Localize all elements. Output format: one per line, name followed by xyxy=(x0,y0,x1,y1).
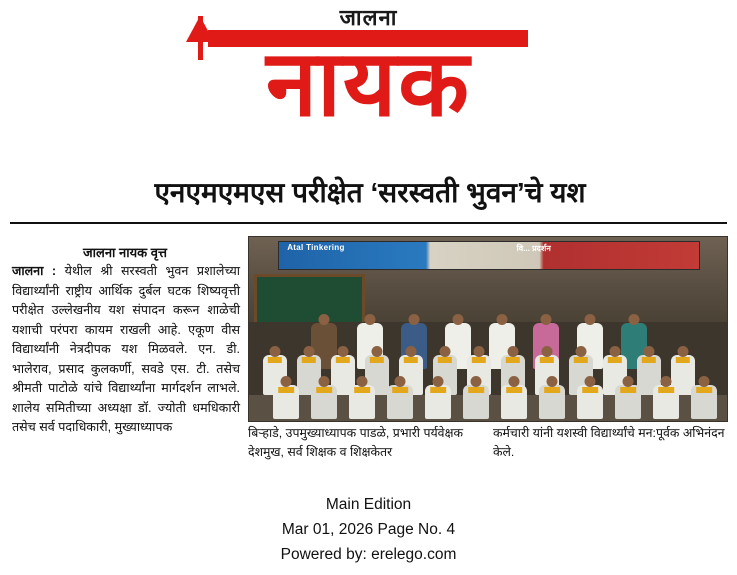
article-headline: एनएमएमएस परीक्षेत ‘सरस्वती भुवन’चे यश xyxy=(154,177,586,208)
person-head-icon xyxy=(357,376,368,387)
photo-caption xyxy=(248,424,726,462)
photo-person xyxy=(577,385,603,419)
scarf xyxy=(676,357,690,363)
article-lead-label: जालना : xyxy=(12,264,57,278)
person-head-icon xyxy=(541,314,552,325)
date-and-page-label: Mar 01, 2026 Page No. 4 xyxy=(281,521,456,538)
scarf xyxy=(302,357,316,363)
scarf xyxy=(392,387,408,393)
scarf xyxy=(544,387,560,393)
scarf xyxy=(316,387,332,393)
photo-person xyxy=(273,385,299,419)
page-footer xyxy=(0,492,737,567)
person-head-icon xyxy=(644,346,655,357)
scarf xyxy=(370,357,384,363)
scarf xyxy=(506,357,520,363)
scarf xyxy=(620,387,636,393)
edition-label: Main Edition xyxy=(325,496,412,513)
person-head-icon xyxy=(547,376,558,387)
photo-person xyxy=(691,385,717,419)
person-head-icon xyxy=(623,376,634,387)
photo-person xyxy=(653,385,679,419)
person-head-icon xyxy=(585,314,596,325)
person-head-icon xyxy=(471,376,482,387)
photo-banner-label-left: Atal Tinkering xyxy=(287,243,345,253)
scarf xyxy=(658,387,674,393)
scarf xyxy=(268,357,282,363)
article-body-text: येथील श्री सरस्वती भुवन प्रशालेच्या विद्यार्थ्यांनी राष्ट्रीय आर्थिक दुर्बल घटक शिष्यवृत्ती परीक्षेत उल्लेखनीय यश संपादन करून शाळेची यशाची परंपरा कायम राखली आहे. एकूण वीस विद्यार्थ्यांनी नेत्रदीपक यश मिळवले. एन. डी. भालेराव, प्रसाद कुलकर्णी, सवडे एस. टी. तसेच श्रीमती पाटोळे यांचे विद्यार्थ्यांना मार्गदर्शन लाभले. शालेय समितीच्या अध्यक्षा डॉ. ज्योती धमधिकारी तसेच सर्व पदाधिकारी, मुख्याध्यापक xyxy=(12,264,241,434)
photo-person xyxy=(539,385,565,419)
person-head-icon xyxy=(629,314,640,325)
photo-person xyxy=(501,385,527,419)
person-head-icon xyxy=(319,314,330,325)
person-head-icon xyxy=(610,346,621,357)
person-head-icon xyxy=(270,346,281,357)
scarf xyxy=(608,357,622,363)
person-head-icon xyxy=(699,376,710,387)
person-head-icon xyxy=(678,346,689,357)
person-head-icon xyxy=(319,376,330,387)
photo-person xyxy=(425,385,451,419)
person-head-icon xyxy=(372,346,383,357)
person-head-icon xyxy=(453,314,464,325)
scarf xyxy=(438,357,452,363)
scarf xyxy=(468,387,484,393)
person-head-icon xyxy=(576,346,587,357)
scarf xyxy=(278,387,294,393)
scarf xyxy=(582,387,598,393)
article-body xyxy=(12,262,240,438)
person-head-icon xyxy=(585,376,596,387)
photo-person xyxy=(463,385,489,419)
scarf xyxy=(506,387,522,393)
person-head-icon xyxy=(542,346,553,357)
person-head-icon xyxy=(395,376,406,387)
person-head-icon xyxy=(440,346,451,357)
person-head-icon xyxy=(497,314,508,325)
photo-banner-label-right: वि... प्रदर्शन xyxy=(516,244,551,254)
scarf xyxy=(472,357,486,363)
person-head-icon xyxy=(365,314,376,325)
scarf xyxy=(642,357,656,363)
byline: जालना नायक वृत्त xyxy=(83,245,167,260)
photo-person xyxy=(311,385,337,419)
person-head-icon xyxy=(409,314,420,325)
caption-column-right: कर्मचारी यांनी यशस्वी विद्यार्थ्यांचे मन:पूर्वक अभिनंदन केले. xyxy=(493,426,725,459)
photo-row-front xyxy=(249,383,727,419)
masthead-title: नायक xyxy=(266,33,471,135)
caption-column-left: बिऱ्हाडे, उपमुख्याध्यापक पाडळे, प्रभारी पर्यवेक्षक देशमुख, सर्व शिक्षक व शिक्षकेतर xyxy=(248,426,463,459)
scarf xyxy=(696,387,712,393)
person-head-icon xyxy=(338,346,349,357)
article-photo xyxy=(248,236,728,422)
scarf xyxy=(336,357,350,363)
person-head-icon xyxy=(433,376,444,387)
person-head-icon xyxy=(508,346,519,357)
scarf xyxy=(574,357,588,363)
person-head-icon xyxy=(474,346,485,357)
scarf xyxy=(404,357,418,363)
scarf xyxy=(430,387,446,393)
photo-person xyxy=(387,385,413,419)
scarf xyxy=(540,357,554,363)
photo-person xyxy=(615,385,641,419)
headline-divider xyxy=(10,222,727,224)
masthead xyxy=(0,0,737,150)
person-head-icon xyxy=(509,376,520,387)
person-head-icon xyxy=(406,346,417,357)
person-head-icon xyxy=(661,376,672,387)
person-head-icon xyxy=(281,376,292,387)
photo-person xyxy=(349,385,375,419)
person-head-icon xyxy=(304,346,315,357)
scarf xyxy=(354,387,370,393)
masthead-small-title: जालना xyxy=(339,5,398,30)
powered-by-label: Powered by: erelego.com xyxy=(280,546,457,563)
